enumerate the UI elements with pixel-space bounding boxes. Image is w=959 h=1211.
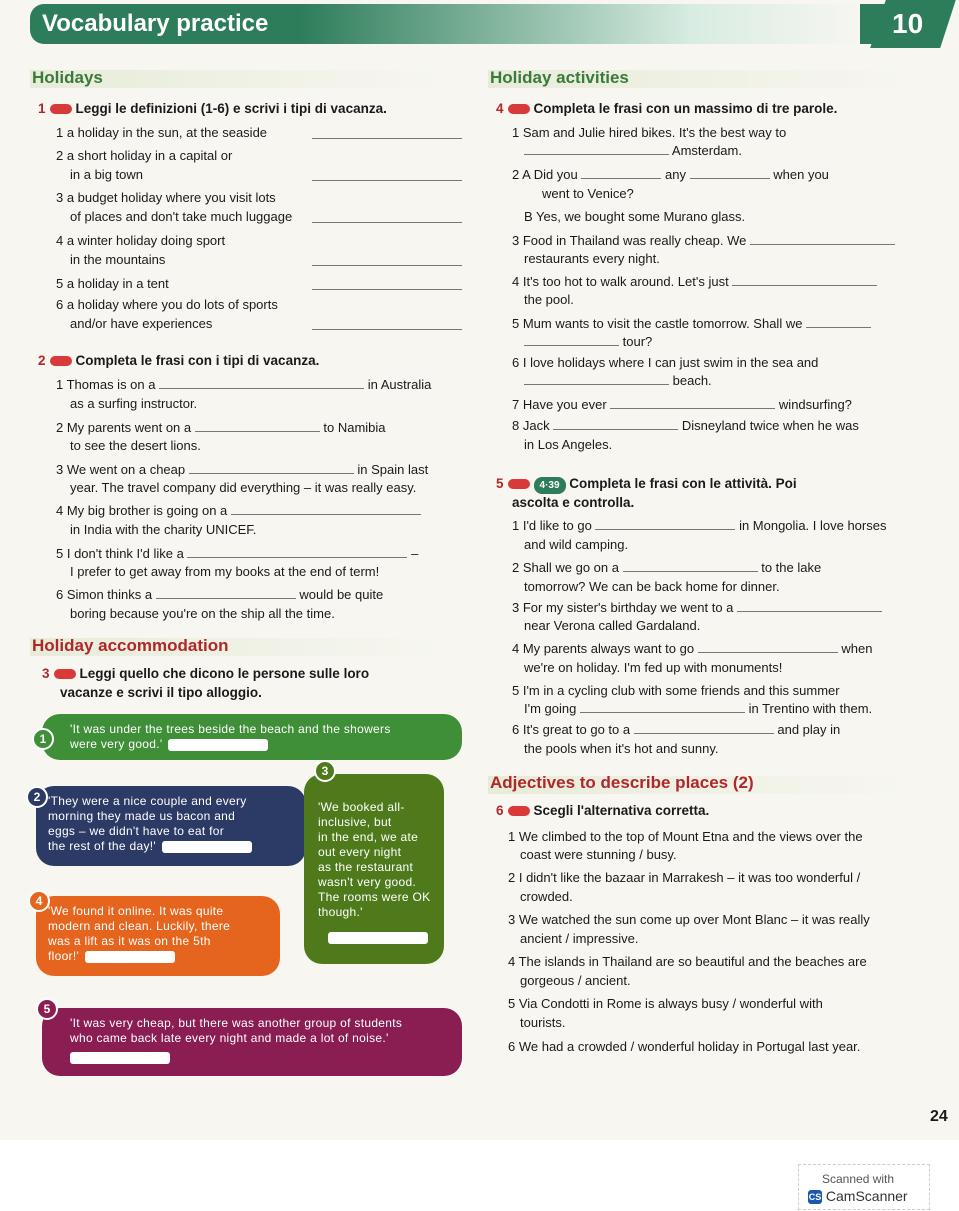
sentence-line [512, 599, 882, 616]
sentence-text: 1 Thomas is on a [56, 377, 156, 392]
scanner-label: Scanned with [822, 1172, 895, 1186]
unit-number: 10 [892, 8, 924, 39]
exercise-number: 1 [38, 101, 46, 116]
sentence-line [524, 700, 872, 717]
difficulty-dots-icon [50, 104, 72, 114]
sentence-text: I'm going [524, 701, 577, 716]
answer-line[interactable] [806, 315, 871, 328]
list-item: in a big town [70, 167, 143, 182]
sentence-line: 6 I love holidays where I can just swim in the sea and [512, 355, 819, 370]
sentence-text: 5 I don't think I'd like a [56, 546, 184, 561]
exercise-instruction: Leggi quello che dicono le persone sulle loro [79, 666, 370, 681]
sentence-text: when [841, 641, 873, 656]
exercise-instruction: vacanze e scrivi il tipo alloggio. [60, 685, 262, 700]
answer-line[interactable] [187, 545, 407, 558]
bubble-text: morning they made us bacon and [48, 809, 236, 823]
bubble-text: though.' [318, 905, 363, 919]
sentence-text: and play in [777, 722, 841, 737]
section-title-holidays: Holidays [32, 68, 103, 87]
bubble-number: 1 [32, 728, 54, 750]
sentence-line [56, 502, 421, 519]
answer-line[interactable] [189, 461, 354, 474]
answer-box[interactable] [85, 951, 175, 963]
sentence-line: in India with the charity UNICEF. [70, 522, 257, 537]
sentence-line [524, 142, 742, 159]
answer-line[interactable] [580, 700, 745, 713]
sentence-line [512, 417, 859, 434]
sentence-line [512, 315, 871, 332]
sentence-text: 2 My parents went on a [56, 420, 192, 435]
exercise-number: 4 [496, 101, 504, 116]
sentence-line[interactable]: 6 We had a crowded / wonderful holiday in Portugal last year. [508, 1039, 861, 1054]
bubble-text: inclusive, but [318, 815, 392, 829]
camscanner-icon: CS [808, 1192, 822, 1203]
answer-line[interactable] [312, 277, 462, 290]
answer-line[interactable] [231, 502, 421, 515]
bubble-text: modern and clean. Luckily, there [48, 919, 231, 933]
sentence-text: in Mongolia. I love horses [739, 518, 887, 533]
sentence-text: Amsterdam. [671, 143, 742, 158]
list-item: 3 a budget holiday where you visit lots [56, 190, 276, 205]
answer-line[interactable] [312, 253, 462, 266]
exercise-instruction: Completa le frasi con le attività. Poi [569, 476, 797, 491]
sentence-line: 5 I'm in a cycling club with some friends and this summer [512, 683, 840, 698]
bubble-number: 3 [314, 760, 336, 782]
answer-line[interactable] [312, 126, 462, 139]
header-gradient [300, 4, 860, 44]
sentence-text: in Spain last [357, 462, 429, 477]
bubble-number: 4 [28, 890, 50, 912]
sentence-line[interactable]: gorgeous / ancient. [520, 973, 631, 988]
sentence-line: the pool. [524, 292, 574, 307]
sentence-line [512, 559, 821, 576]
difficulty-dots-icon [508, 806, 530, 816]
answer-line[interactable] [312, 317, 462, 330]
sentence-line[interactable]: coast were stunning / busy. [520, 847, 677, 862]
sentence-text: 5 Mum wants to visit the castle tomorrow. Shall we [512, 316, 803, 331]
bubble-text: 'We booked all- [318, 800, 405, 814]
sentence-text: tour? [622, 334, 653, 349]
bubble-text: as the restaurant [318, 860, 414, 874]
answer-line[interactable] [610, 396, 775, 409]
bubble-text: 'We found it online. It was quite [48, 904, 224, 918]
answer-line[interactable] [159, 376, 364, 389]
sentence-line: 1 Sam and Julie hired bikes. It's the best way to [512, 125, 787, 140]
bubble-text: 'They were a nice couple and every [48, 794, 247, 808]
sentence-line: B Yes, we bought some Murano glass. [524, 209, 746, 224]
sentence-line: I prefer to get away from my books at the end of term! [70, 564, 380, 579]
sentence-text: to the lake [761, 560, 822, 575]
answer-line[interactable] [312, 210, 462, 223]
list-item: 6 a holiday where you do lots of sports [56, 297, 278, 312]
sentence-text: 4 My big brother is going on a [56, 503, 228, 518]
sentence-line: in Los Angeles. [524, 437, 613, 452]
list-item: in the mountains [70, 252, 166, 267]
sentence-line: as a surfing instructor. [70, 396, 198, 411]
sentence-line [56, 376, 431, 393]
speech-bubble [36, 896, 280, 976]
bubble-text: eggs – we didn't have to eat for [48, 824, 224, 838]
exercise-2-heading [38, 352, 319, 369]
sentence-text: 4 My parents always want to go [512, 641, 695, 656]
answer-line[interactable] [732, 273, 877, 286]
audio-track-icon[interactable]: 4·39 [534, 477, 566, 494]
answer-box[interactable] [168, 739, 268, 751]
bubble-text: floor!' [48, 949, 80, 963]
answer-box[interactable] [70, 1052, 170, 1064]
sentence-line [512, 517, 886, 534]
answer-line[interactable] [690, 166, 770, 179]
sentence-text: any [665, 167, 686, 182]
sentence-line: boring because you're on the ship all the time. [70, 606, 335, 621]
sentence-line[interactable]: crowded. [520, 889, 573, 904]
exercise-6-heading [496, 802, 709, 819]
sentence-line: year. The travel company did everything – it was really easy. [70, 480, 417, 495]
sentence-text: 6 Simon thinks a [56, 587, 153, 602]
sentence-line[interactable]: 5 Via Condotti in Rome is always busy / wonderful with [508, 996, 823, 1011]
sentence-line: 3 We watched the sun come up over Mont Blanc – it was really [508, 912, 870, 927]
bubble-number: 2 [26, 786, 48, 808]
bubble-number: 5 [36, 998, 58, 1020]
bubble-text: in the end, we ate [318, 830, 419, 844]
answer-line[interactable] [553, 417, 678, 430]
sentence-line [512, 640, 872, 657]
sentence-line [524, 372, 712, 389]
exercise-1-heading [38, 100, 387, 117]
sentence-text: – [411, 546, 419, 561]
sentence-line [512, 396, 852, 413]
answer-line[interactable] [524, 333, 619, 346]
exercise-instruction: ascolta e controlla. [512, 495, 635, 510]
list-item: 1 a holiday in the sun, at the seaside [56, 125, 268, 140]
sentence-line: tomorrow? We can be back home for dinner. [524, 579, 780, 594]
sentence-text: 7 Have you ever [512, 397, 607, 412]
answer-box[interactable] [162, 841, 252, 853]
sentence-line: the pools when it's hot and sunny. [524, 741, 719, 756]
scanner-brand-text: CamScanner [825, 1188, 908, 1204]
scanner-brand [808, 1188, 908, 1204]
sentence-line: went to Venice? [542, 186, 634, 201]
sentence-text: 1 I'd like to go [512, 518, 592, 533]
bubble-text: wasn't very good. [318, 875, 417, 889]
difficulty-dots-icon [508, 479, 530, 489]
exercise-5-heading [496, 475, 797, 494]
sentence-line: tourists. [520, 1015, 566, 1030]
sentence-text: windsurfing? [778, 397, 852, 412]
section-title-activities: Holiday activities [490, 68, 629, 87]
sentence-text: 3 Food in Thailand was really cheap. We [512, 233, 747, 248]
difficulty-dots-icon [50, 356, 72, 366]
exercise-number: 3 [42, 666, 50, 681]
sentence-line [512, 273, 877, 290]
sentence-line [512, 721, 840, 738]
sentence-text: when you [773, 167, 829, 182]
sentence-line: restaurants every night. [524, 251, 660, 266]
exercise-number: 2 [38, 353, 46, 368]
answer-line[interactable] [581, 166, 661, 179]
bubble-text: who came back late every night and made a lot of noise.' [70, 1031, 389, 1045]
sentence-line [512, 166, 829, 183]
sentence-text: 3 For my sister's birthday we went to a [512, 600, 734, 615]
sentence-text: in Trentino with them. [748, 701, 873, 716]
sentence-line [56, 419, 386, 436]
answer-line[interactable] [156, 586, 296, 599]
sentence-text: 3 We went on a cheap [56, 462, 186, 477]
sentence-line[interactable]: 2 I didn't like the bazaar in Marrakesh – it was too wonderful / [508, 870, 861, 885]
list-item: 4 a winter holiday doing sport [56, 233, 226, 248]
answer-line[interactable] [737, 599, 882, 612]
exercise-4-heading [496, 100, 837, 117]
answer-line[interactable] [312, 168, 462, 181]
bubble-text: the rest of the day!' [48, 839, 156, 853]
sentence-line[interactable]: ancient / impressive. [520, 931, 639, 946]
page-title: Vocabulary practice [42, 10, 269, 37]
sentence-text: Disneyland twice when he was [681, 418, 859, 433]
page-number: 24 [930, 1108, 948, 1125]
bubble-text: The rooms were OK [318, 890, 431, 904]
sentence-text: 6 It's great to go to a [512, 722, 631, 737]
answer-line[interactable] [195, 419, 320, 432]
list-item: 5 a holiday in a tent [56, 276, 169, 291]
exercise-instruction: Scegli l'alternativa corretta. [533, 803, 710, 818]
bubble-text: were very good.' [70, 737, 163, 751]
answer-box[interactable] [328, 932, 428, 944]
exercise-instruction: Leggi le definizioni (1-6) e scrivi i tipi di vacanza. [75, 101, 387, 116]
speech-bubble [42, 714, 462, 760]
difficulty-dots-icon [508, 104, 530, 114]
sentence-line: we're on holiday. I'm fed up with monuments! [524, 660, 783, 675]
sentence-text: 8 Jack [512, 418, 550, 433]
list-item: and/or have experiences [70, 316, 213, 331]
answer-line[interactable] [623, 559, 758, 572]
sentence-line [524, 333, 652, 350]
sentence-line [56, 461, 428, 478]
sentence-line [56, 545, 418, 562]
bubble-text: 'It was under the trees beside the beach and the showers [70, 722, 391, 736]
exercise-3-heading [42, 665, 369, 682]
sentence-line: to see the desert lions. [70, 438, 201, 453]
list-item: 2 a short holiday in a capital or [56, 148, 233, 163]
sentence-line: 1 We climbed to the top of Mount Etna and the views over the [508, 829, 863, 844]
difficulty-dots-icon [54, 669, 76, 679]
sentence-line [512, 232, 895, 249]
sentence-text: 4 It's too hot to walk around. Let's just [512, 274, 729, 289]
bubble-text: was a lift as it was on the 5th [48, 934, 211, 948]
bubble-text: 'It was very cheap, but there was another group of students [70, 1016, 403, 1030]
list-item: of places and don't take much luggage [70, 209, 293, 224]
section-title-adjectives: Adjectives to describe places (2) [490, 773, 754, 792]
answer-line[interactable] [634, 721, 774, 734]
answer-line[interactable] [595, 517, 735, 530]
answer-line[interactable] [698, 640, 838, 653]
sentence-line: and wild camping. [524, 537, 629, 552]
speech-bubble [42, 1008, 462, 1076]
bubble-text: out every night [318, 845, 402, 859]
sentence-line [56, 586, 383, 603]
sentence-text: 2 A Did you [512, 167, 578, 182]
answer-line[interactable] [524, 142, 669, 155]
exercise-number: 5 [496, 476, 504, 491]
sentence-text: 2 Shall we go on a [512, 560, 619, 575]
sentence-text: to Namibia [323, 420, 386, 435]
answer-line[interactable] [524, 372, 669, 385]
sentence-text: beach. [672, 373, 712, 388]
section-title-accommodation: Holiday accommodation [32, 636, 229, 655]
exercise-instruction: Completa le frasi con i tipi di vacanza. [75, 353, 320, 368]
exercise-instruction: Completa le frasi con un massimo di tre parole. [533, 101, 838, 116]
exercise-number: 6 [496, 803, 504, 818]
sentence-line: 4 The islands in Thailand are so beautiful and the beaches are [508, 954, 867, 969]
speech-bubble [36, 786, 306, 866]
answer-line[interactable] [750, 232, 895, 245]
sentence-line: near Verona called Gardaland. [524, 618, 701, 633]
sentence-text: would be quite [299, 587, 384, 602]
sentence-text: in Australia [367, 377, 432, 392]
speech-bubble [304, 774, 444, 964]
